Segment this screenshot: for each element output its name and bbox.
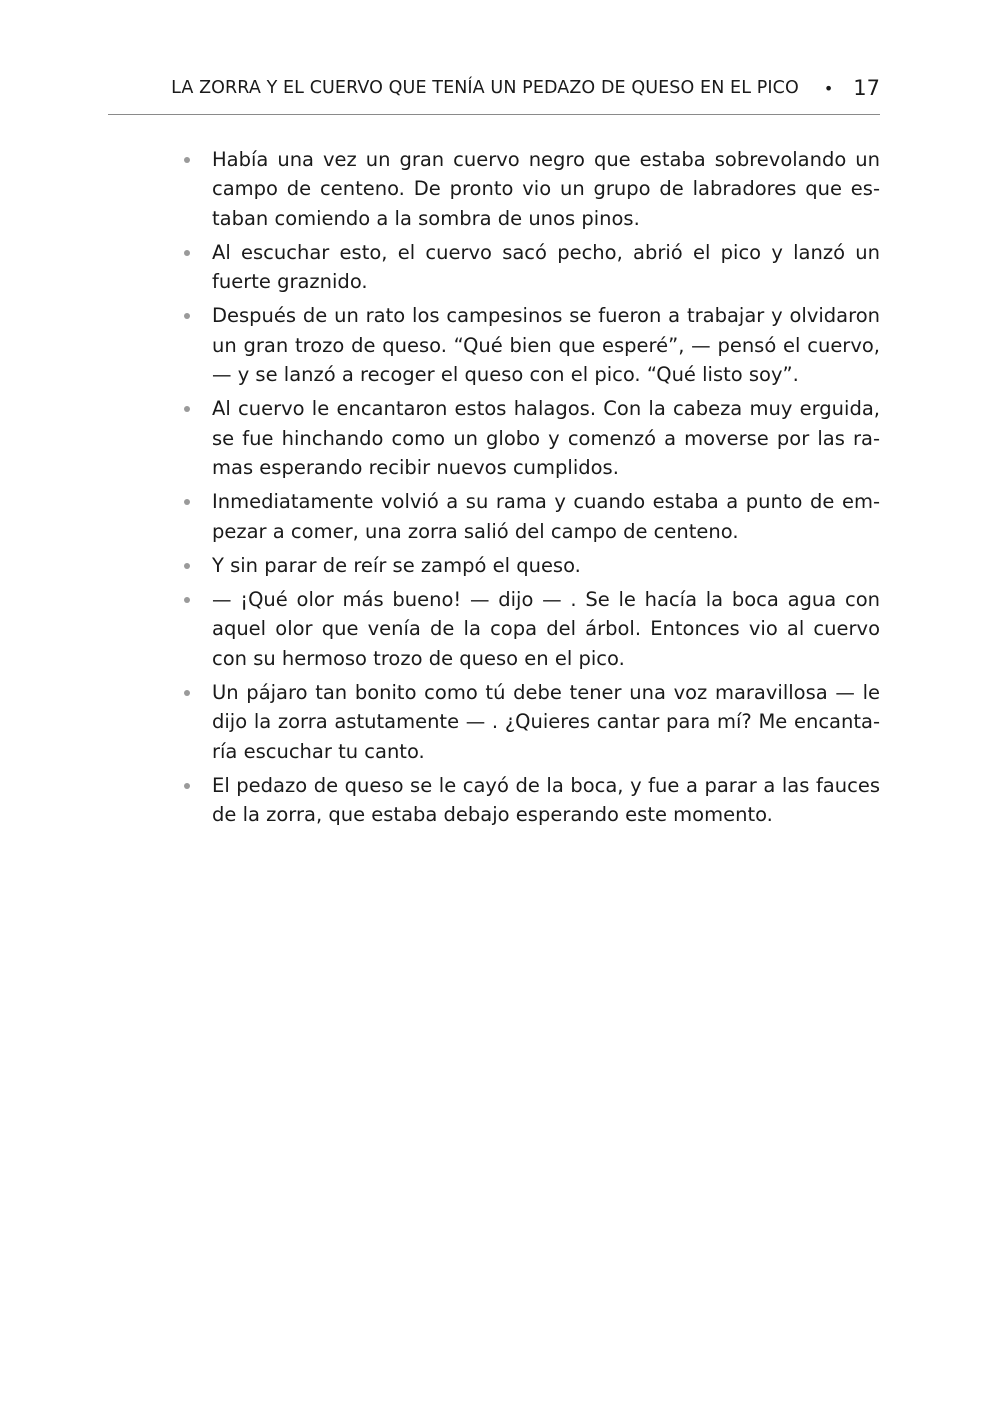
list-item bbox=[180, 551, 880, 580]
bullet-icon bbox=[184, 597, 190, 603]
running-header-title: LA ZORRA Y EL CUERVO QUE TENÍA UN PEDAZO DE QUESO EN EL PICO bbox=[171, 78, 799, 98]
bullet-icon bbox=[184, 313, 190, 319]
list-item-text: Había una vez un gran cuervo negro que estaba sobrevolando un campo de centeno. De pronto vio un grupo de labradores que estaban comiendo a la sombra de unos pinos. bbox=[212, 148, 880, 230]
list-item bbox=[180, 487, 880, 546]
list-item bbox=[180, 145, 880, 233]
list-item bbox=[180, 585, 880, 673]
header-separator: • bbox=[823, 78, 834, 98]
list-item bbox=[180, 301, 880, 389]
bullet-icon bbox=[184, 406, 190, 412]
header-rule bbox=[108, 114, 880, 115]
list-item-text: Al escuchar esto, el cuervo sacó pecho, abrió el pico y lanzó un fuerte graznido. bbox=[212, 240, 880, 294]
list-item-text: Inmediatamente volvió a su rama y cuando estaba a punto de empezar a comer, una zorra salió del campo de centeno. bbox=[212, 490, 880, 543]
list-item bbox=[180, 678, 880, 766]
bullet-icon bbox=[184, 690, 190, 696]
list-item bbox=[180, 394, 880, 482]
list-item bbox=[180, 238, 880, 297]
bullet-icon bbox=[184, 250, 190, 256]
list-item-text: El pedazo de queso se le cayó de la boca, y fue a parar a las fauces de la zorra, que estaba debajo esperando este momento. bbox=[212, 773, 880, 827]
list-item-text: Al cuervo le encantaron estos halagos. Con la cabeza muy erguida, se fue hinchando como un globo y comenzó a moverse por las ramas esperando recibir nuevos cumplidos. bbox=[212, 397, 880, 479]
bullet-icon bbox=[184, 783, 190, 789]
page-number: 17 bbox=[853, 76, 880, 100]
list-item-text: Después de un rato los campesinos se fueron a trabajar y olvidaron un gran trozo de queso. “Qué bien que esperé”, — pensó el cuervo, — y se lanzó a recoger el queso con el pico. “Qué listo soy”. bbox=[212, 304, 880, 387]
list-item bbox=[180, 771, 880, 830]
list-item-text: — ¡Qué olor más bueno! — dijo — . Se le hacía la boca agua con aquel olor que venía de la copa del árbol. Entonces vio al cuervo con su hermoso trozo de queso en el pico. bbox=[212, 588, 880, 670]
running-header bbox=[108, 70, 880, 106]
bullet-icon bbox=[184, 499, 190, 505]
bullet-icon bbox=[184, 157, 190, 163]
list-item-text: Y sin parar de reír se zampó el queso. bbox=[212, 553, 581, 577]
list-item-text: Un pájaro tan bonito como tú debe tener una voz maravillosa — le dijo la zorra astutamente — . ¿Quieres cantar para mí? Me encantaría escuchar tu canto. bbox=[212, 681, 880, 763]
bullet-icon bbox=[184, 563, 190, 569]
story-list bbox=[180, 145, 880, 835]
